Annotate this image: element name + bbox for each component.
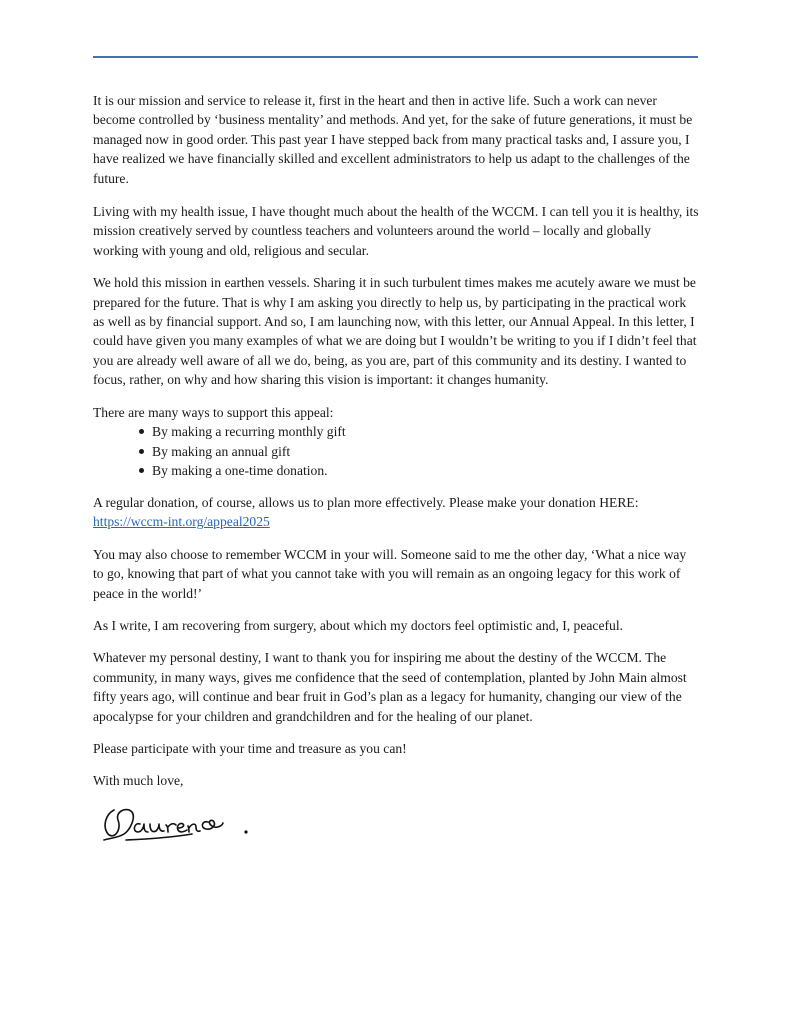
paragraph-destiny: Whatever my personal destiny, I want to thank you for inspiring me about the destiny of the WCCM. The community, in many ways, gives me confidence that the seed of contemplation, planted by John Main almost fifty years ago, will continue and bear fruit in God’s plan as a legacy for humanity, changing our view of the apocalypse for your children and grandchildren and for the healing of our planet. — [93, 650, 687, 724]
support-options-list — [93, 422, 699, 481]
sign-off: With much love, — [93, 773, 184, 789]
paragraph-appeal: We hold this mission in earthen vessels. Sharing it in such turbulent times makes me acutely aware we must be prepared for the future. That is why I am asking you directly to help us, by participating in the practical work as well as by financial support. And so, I am launching now, with this letter, our Annual Appeal. In this letter, I could have given you many examples of what we are doing but I wouldn’t be writing to you if I didn’t feel that you are already well aware of all we do, being, as you are, part of this community and its destiny. I wanted to focus, rather, on why and how sharing this vision is important: it changes humanity. — [93, 275, 697, 388]
support-intro: There are many ways to support this appeal: — [93, 404, 334, 420]
paragraph-will: You may also choose to remember WCCM in your will. Someone said to me the other day, ‘What a nice way to go, knowing that part of what you cannot take with you will remain as an ongoing legacy for this work of peace in the world!’ — [93, 546, 687, 601]
letter-body — [93, 91, 699, 804]
list-item: By making a one-time donation. — [152, 461, 699, 481]
list-item: By making a recurring monthly gift — [152, 422, 699, 442]
signature-image — [96, 796, 266, 846]
header-rule — [93, 56, 698, 58]
signature-dot — [244, 830, 247, 833]
donation-link[interactable]: https://wccm-int.org/appeal2025 — [93, 514, 270, 530]
paragraph-donation — [93, 493, 699, 532]
paragraph-closing-request: Please participate with your time and treasure as you can! — [93, 740, 407, 756]
paragraph-recovery: As I write, I am recovering from surgery, about which my doctors feel optimistic and, I, peaceful. — [93, 617, 623, 633]
list-item: By making an annual gift — [152, 442, 699, 462]
paragraph-mission: It is our mission and service to release it, first in the heart and then in active life. Such a work can never become controlled by ‘business mentality’ and methods. And yet, for the sake of future generations, it must be managed now in good order. This past year I have stepped back from many practical tasks and, I assure you, I have realized we have financially skilled and excellent administrators to help us adapt to the challenges of the future. — [93, 93, 693, 186]
paragraph-health: Living with my health issue, I have thought much about the health of the WCCM. I can tell you it is healthy, its mission creatively served by countless teachers and volunteers around the world – locally and globally working with young and old, religious and secular. — [93, 204, 699, 258]
donation-text: A regular donation, of course, allows us to plan more effectively. Please make your donation HERE: — [93, 494, 639, 510]
